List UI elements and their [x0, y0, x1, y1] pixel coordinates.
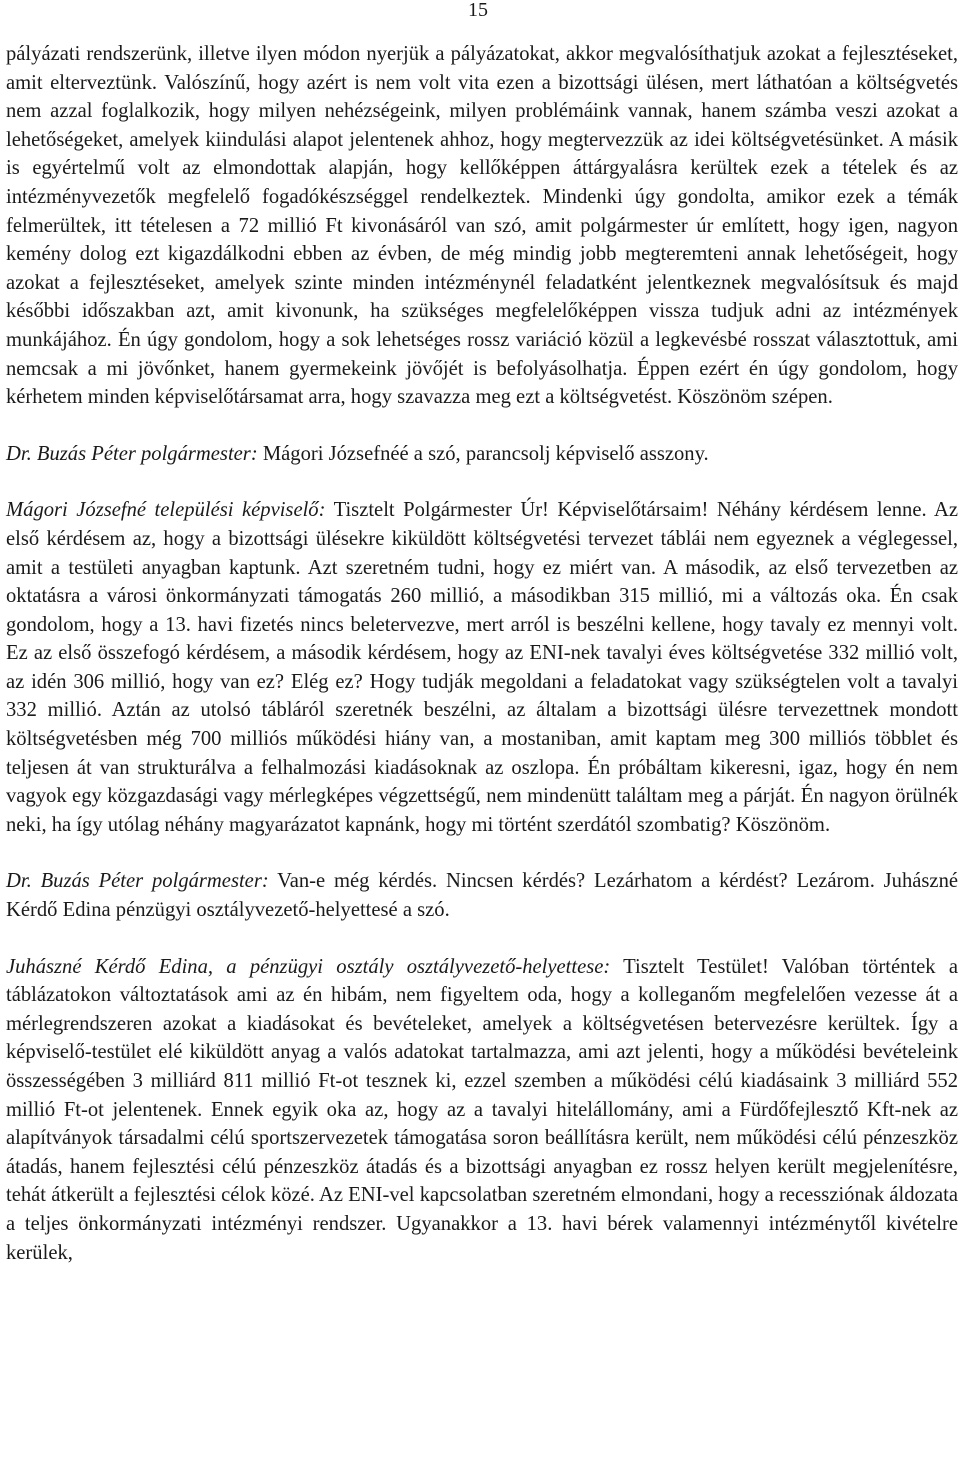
paragraph-gap [6, 468, 958, 496]
paragraph-mayor-2 [6, 867, 958, 924]
paragraph-gap [6, 925, 958, 953]
paragraph-gap [6, 412, 958, 440]
paragraph-text: Tisztelt Testület! Valóban történtek a táblázatokon változtatások ami az én hibám, nem figyeltem oda, hogy a kolleganőm megfelelően vezesse át a mérlegrendszeren azokat a kiadásokat és bevételeket, amelyek a költségvetésen betervezésre kerültek. Így a képviselő-testület elé kiküldött anyag a valós adatokat tartalmazza, ami azt jelenti, hogy a működési bevételeink összességében 3 milliárd 811 millió Ft-ot tesznek ki, ezzel szemben a működési célú kiadásaink 3 milliárd 552 millió Ft-ot jelentenek. Ennek egyik oka az, hogy az a tavalyi hitelállomány, ami a Fürdőfejlesztő Kft-nek az alapítványok társadalmi célú sportszervezetek támogatása soron beállításra került, nem működési célú pénzeszköz átadás, hanem fejlesztési célú pénzeszköz átadás és a bizottsági anyagban ez rossz helyen került megjelenítésre, tehát átkerült a fejlesztési célok közé. Az ENI-vel kapcsolatban szeretném elmondani, hogy a recessziónak áldozata a teljes önkormányzati intézményi rendszer. Ugyanakkor a 13. havi bérek valamennyi intézménytől kivételre kerülek, [6, 955, 958, 1264]
document-body [6, 40, 958, 1267]
paragraph-mayor-1 [6, 440, 958, 469]
speaker-name: Dr. Buzás Péter polgármester: [6, 442, 258, 465]
page-number: 15 [468, 0, 488, 21]
speaker-name: Dr. Buzás Péter polgármester: [6, 870, 269, 893]
speaker-name: Juhászné Kérdő Edina, a pénzügyi osztály osztályvezető-helyettese: [6, 955, 611, 978]
paragraph-text: pályázati rendszerünk, illetve ilyen módon nyerjük a pályázatokat, akkor megvalósíthatjuk azokat a fejlesztéseket, amit elterveztünk. Valószínű, hogy azért is nem volt vita ezen a bizottsági ülésen, mert láthatóan a költségvetés nem azzal foglalkozik, hogy milyen nehézségeink, milyen problémáink vannak, hanem számba veszi azokat a lehetőségeket, amelyek kiindulási alapot jelentenek ahhoz, hogy megtervezzük az idei költségvetésünket. A másik is egyértelmű volt az elmondottak alapján, hogy kellőképpen áttárgyalásra kerültek ezek a tételek és az intézményvezetők megfelelő fogadókészséggel rendelkeztek. Mindenki úgy gondolta, amikor ezek a témák felmerültek, itt tételesen a 72 millió Ft kivonásáról van szó, amit polgármester úr említett, hogy igen, nagyon kemény dolog ezt kigazdálkodni ebben az évben, de még mindig jobb megteremteni annak lehetőségeit, hogy azokat a fejlesztéseket, amelyek szinte minden intézménynél feladatként jelentkeznek megvalósítsuk és majd későbbi időszakban azt, amit kivonunk, ha szükséges megfelelőképpen vissza tudjuk adni az intézmények munkájához. Én úgy gondolom, hogy a sok lehetséges rossz variáció közül a legkevésbé rosszat választottuk, ami nemcsak a mi jövőnket, hanem gyermekeink jövőjét is befolyásolhatja. Éppen ezért én úgy gondolom, hogy kérhetem minden képviselőtársamat arra, hogy szavazza meg ezt a költségvetést. Köszönöm szépen. [6, 43, 958, 409]
paragraph-representative [6, 496, 958, 839]
paragraph-text: Mágori Józsefnéé a szó, parancsolj képviselő asszony. [257, 442, 709, 465]
paragraph-continuation [6, 40, 958, 412]
paragraph-text: Van-e még kérdés. Nincsen kérdés? Lezárhatom a kérdést? Lezárom. Juhászné Kérdő Edina pénzügyi osztályvezető-helyettesé a szó. [6, 870, 959, 922]
paragraph-text: Tisztelt Polgármester Úr! Képviselőtársaim! Néhány kérdésem lenne. Az első kérdésem az, hogy a bizottsági ülésekre kiküldött költségvetési tervezet táblái nem egyeznek a véglegessel, amit a testületi anyagban kaptunk. Azt szeretném tudni, hogy ez miért van. A második, az első tervezetben az oktatásra a városi önkormányzati támogatás 260 millió, a másodikban 315 millió, mi a változás oka. Én csak gondolom, hogy a 13. havi fizetés nincs beletervezve, mert arról is beszélni kellene, hogy tavaly ez mennyi volt. Ez az első összefogó kérdésem, a második kérdésem, hogy az ENI-nek tavalyi éves költségvetése 332 millió volt, az idén 306 millió, hogy van ez? Elég ez? Hogy tudják megoldani a feladatokat vagy szükségtelen volt a tavalyi 332 millió. Aztán az utolsó tábláról szeretnék beszélni, az általam a bizottsági ülésre tervezettnek mondott költségvetésben még 700 milliós működési hiány van, a mostaniban, amit kaptam meg 300 milliós többlet és teljesen át van strukturálva a felhalmozási kiadásoknak az oszlopa. Én próbáltam kikeresni, igaz, hogy én nem vagyok egy közgazdasági vagy mérlegképes végzettségű, nem mindenütt találtam meg a párját. Én nagyon örülnék neki, ha így utólag néhány magyarázatot kapnánk, hogy mi történt szerdától szombatig? Köszönöm. [6, 499, 958, 836]
paragraph-finance-deputy [6, 953, 958, 1268]
speaker-name: Mágori Józsefné települési képviselő: [6, 499, 326, 522]
paragraph-gap [6, 839, 958, 867]
